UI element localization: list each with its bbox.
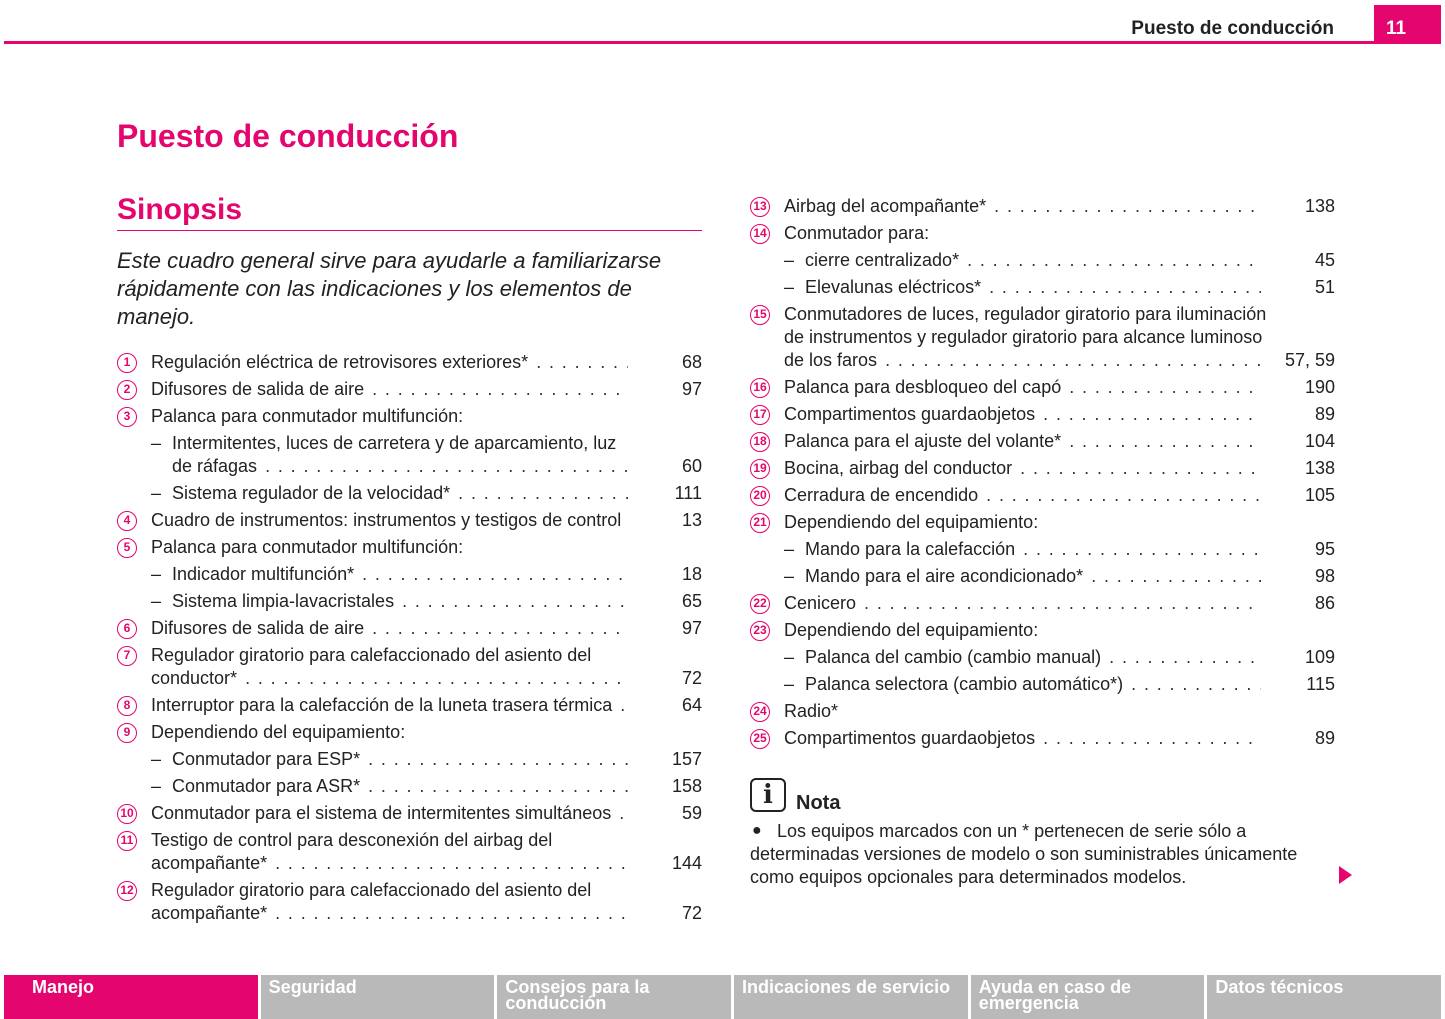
list-item bbox=[117, 536, 702, 559]
list-item bbox=[117, 617, 702, 640]
dash-marker: – bbox=[151, 749, 162, 769]
item-label: Radio* bbox=[784, 701, 839, 721]
page-reference[interactable]: 18 bbox=[681, 564, 702, 584]
item-label: Regulación eléctrica de retrovisores exteriores* bbox=[151, 352, 529, 372]
item-number-badge: 9 bbox=[117, 723, 137, 743]
sub-list-item bbox=[117, 432, 702, 478]
list-item bbox=[750, 619, 1335, 642]
footer-tab-4[interactable]: Indicaciones de servicio bbox=[734, 975, 968, 1019]
list-item bbox=[750, 430, 1335, 453]
item-label: Palanca del cambio (cambio manual) bbox=[805, 647, 1102, 667]
item-number-badge: 15 bbox=[750, 305, 770, 325]
leader-dots bbox=[362, 563, 628, 586]
item-body bbox=[151, 536, 702, 559]
item-row bbox=[172, 455, 702, 478]
item-row bbox=[151, 902, 702, 925]
item-body bbox=[784, 457, 1335, 480]
item-number-badge: 19 bbox=[750, 459, 770, 479]
leader-dots bbox=[885, 349, 1261, 372]
item-text-line: de instrumentos y regulador giratorio para alcance luminoso bbox=[784, 327, 1263, 347]
item-row bbox=[151, 802, 702, 825]
intro-paragraph: Este cuadro general sirve para ayudarle a familiarizarse rápidamente con las indicaciones y los elementos de manejo. bbox=[117, 248, 662, 329]
page-reference[interactable]: 190 bbox=[1304, 377, 1335, 397]
sub-list-item bbox=[750, 249, 1335, 272]
dash-marker: – bbox=[784, 250, 795, 270]
page-reference[interactable]: 157 bbox=[671, 749, 702, 769]
note-title: Nota bbox=[796, 792, 841, 814]
item-label: acompañante* bbox=[151, 903, 268, 923]
item-text-line: Intermitentes, luces de carretera y de aparcamiento, luz bbox=[172, 433, 617, 453]
item-body bbox=[784, 619, 1335, 642]
leader-dots bbox=[994, 195, 1261, 218]
overview-list-right bbox=[750, 195, 1335, 754]
page-reference[interactable]: 105 bbox=[1304, 485, 1335, 505]
list-item bbox=[117, 644, 702, 690]
item-text-line: Regulador giratorio para calefaccionado del asiento del bbox=[151, 645, 592, 665]
item-body bbox=[151, 405, 702, 428]
item-number-badge: 16 bbox=[750, 378, 770, 398]
sub-list-item bbox=[117, 563, 702, 586]
leader-dots bbox=[458, 482, 628, 505]
item-label: Airbag del acompañante* bbox=[784, 196, 987, 216]
item-label: Conmutador para el sistema de intermitentes simultáneos bbox=[151, 803, 612, 823]
leader-dots bbox=[1131, 673, 1261, 696]
item-row bbox=[784, 592, 1335, 615]
item-number-badge: 5 bbox=[117, 538, 137, 558]
page-reference[interactable]: 115 bbox=[1306, 674, 1335, 694]
item-row bbox=[805, 276, 1335, 299]
item-label: Interruptor para la calefacción de la luneta trasera térmica bbox=[151, 695, 613, 715]
sub-list-item bbox=[750, 646, 1335, 669]
item-row bbox=[151, 536, 702, 559]
item-number-badge: 7 bbox=[117, 646, 137, 666]
page-number: 11 bbox=[1374, 5, 1441, 43]
footer-tab-3[interactable]: Consejos para la conducción bbox=[497, 975, 731, 1019]
dash-marker: – bbox=[151, 564, 162, 584]
item-number-badge: 6 bbox=[117, 619, 137, 639]
page-reference[interactable]: 138 bbox=[1304, 196, 1335, 216]
dash-marker: – bbox=[784, 647, 795, 667]
page-reference[interactable]: 104 bbox=[1304, 431, 1335, 451]
list-item bbox=[117, 694, 702, 717]
list-item bbox=[750, 195, 1335, 218]
item-number-badge: 18 bbox=[750, 432, 770, 452]
item-body bbox=[151, 644, 702, 690]
page-reference[interactable]: 59 bbox=[681, 803, 702, 823]
item-body bbox=[151, 829, 702, 875]
item-gap bbox=[117, 925, 702, 929]
dash-marker: – bbox=[151, 776, 162, 796]
dash-marker: – bbox=[151, 591, 162, 611]
item-row bbox=[784, 619, 1335, 642]
item-row bbox=[784, 700, 1335, 723]
item-row bbox=[805, 249, 1335, 272]
item-body bbox=[151, 482, 702, 505]
item-row bbox=[151, 721, 702, 744]
item-label: Indicador multifunción* bbox=[172, 564, 355, 584]
leader-dots bbox=[1091, 565, 1261, 588]
item-row bbox=[784, 222, 1335, 245]
page-reference[interactable]: 45 bbox=[1314, 250, 1335, 270]
item-label: cierre centralizado* bbox=[805, 250, 960, 270]
leader-dots bbox=[368, 775, 628, 798]
list-item bbox=[750, 727, 1335, 750]
section-divider bbox=[117, 230, 702, 231]
item-body bbox=[784, 195, 1335, 218]
item-label: Palanca para conmutador multifunción: bbox=[151, 537, 464, 557]
item-body bbox=[784, 222, 1335, 245]
item-number-badge: 20 bbox=[750, 486, 770, 506]
item-number-badge: 12 bbox=[117, 881, 137, 901]
list-item bbox=[117, 721, 702, 744]
item-number-badge: 14 bbox=[750, 224, 770, 244]
sub-list-item bbox=[750, 565, 1335, 588]
item-text-line: Testigo de control para desconexión del airbag del bbox=[151, 830, 553, 850]
leader-dots bbox=[275, 902, 628, 925]
section-title: Sinopsis bbox=[117, 193, 243, 226]
dash-marker: – bbox=[784, 674, 795, 694]
sub-list-item bbox=[117, 482, 702, 505]
item-number-badge: 11 bbox=[117, 831, 137, 851]
item-label: Difusores de salida de aire bbox=[151, 618, 365, 638]
item-number-badge: 4 bbox=[117, 511, 137, 531]
leader-dots bbox=[372, 378, 628, 401]
item-row bbox=[151, 509, 702, 532]
item-label: Conmutador para ESP* bbox=[172, 749, 361, 769]
item-label: Elevalunas eléctricos* bbox=[805, 277, 982, 297]
item-body bbox=[151, 802, 702, 825]
item-label: Sistema regulador de la velocidad* bbox=[172, 483, 451, 503]
bullet-icon: ● bbox=[752, 822, 762, 839]
item-body bbox=[784, 376, 1335, 399]
item-label: Conmutador para ASR* bbox=[172, 776, 361, 796]
item-row bbox=[784, 727, 1335, 750]
dash-marker: – bbox=[784, 566, 795, 586]
item-row bbox=[151, 378, 702, 401]
item-number-badge: 17 bbox=[750, 405, 770, 425]
item-body bbox=[784, 303, 1335, 372]
leader-dots bbox=[989, 276, 1261, 299]
sub-list-item bbox=[117, 748, 702, 771]
list-item bbox=[750, 592, 1335, 615]
page-reference[interactable]: 72 bbox=[681, 903, 702, 923]
page-reference[interactable]: 144 bbox=[671, 853, 702, 873]
item-row bbox=[805, 565, 1335, 588]
item-body bbox=[784, 276, 1335, 299]
item-body bbox=[784, 511, 1335, 534]
page-reference[interactable]: 95 bbox=[1314, 539, 1335, 559]
page-reference[interactable]: 89 bbox=[1314, 404, 1335, 424]
item-label: Mando para la calefacción bbox=[805, 539, 1016, 559]
item-row bbox=[805, 673, 1335, 696]
footer-tab-2[interactable]: Seguridad bbox=[261, 975, 495, 1019]
leader-dots bbox=[536, 351, 628, 374]
item-row bbox=[784, 403, 1335, 426]
page-reference[interactable]: 86 bbox=[1314, 593, 1335, 613]
note-text: Los equipos marcados con un * pertenecen de serie sólo a determinadas versiones de modelo o son suministrables únicamente como equipos opcionales para determinados modelos. bbox=[750, 821, 1298, 887]
page-reference[interactable]: 13 bbox=[681, 510, 702, 530]
list-item bbox=[117, 509, 702, 532]
page-reference[interactable]: 158 bbox=[671, 776, 702, 796]
dash-marker: – bbox=[151, 433, 162, 453]
item-row bbox=[151, 405, 702, 428]
list-item bbox=[750, 457, 1335, 480]
item-row bbox=[784, 484, 1335, 507]
list-item bbox=[117, 879, 702, 925]
list-item bbox=[117, 378, 702, 401]
item-body bbox=[151, 590, 702, 613]
item-body bbox=[151, 432, 702, 478]
item-row bbox=[784, 195, 1335, 218]
sub-list-item bbox=[750, 538, 1335, 561]
page-reference[interactable]: 109 bbox=[1304, 647, 1335, 667]
page-reference[interactable]: 60 bbox=[681, 456, 702, 476]
item-row bbox=[172, 775, 702, 798]
footer-tab-5[interactable]: Ayuda en caso de emergencia bbox=[971, 975, 1205, 1019]
item-number-badge: 10 bbox=[117, 804, 137, 824]
item-number-badge: 25 bbox=[750, 729, 770, 749]
item-body bbox=[151, 378, 702, 401]
leader-dots bbox=[619, 802, 628, 825]
page-title: Puesto de conducción bbox=[117, 118, 459, 154]
item-label: de los faros bbox=[784, 350, 878, 370]
list-item bbox=[750, 511, 1335, 534]
item-label: Cenicero bbox=[784, 593, 857, 613]
item-body bbox=[151, 879, 702, 925]
item-gap bbox=[750, 750, 1335, 754]
item-text-line: Conmutadores de luces, regulador giratorio para iluminación bbox=[784, 304, 1267, 324]
list-item bbox=[750, 700, 1335, 723]
item-label: Bocina, airbag del conductor bbox=[784, 458, 1013, 478]
item-label: acompañante* bbox=[151, 853, 268, 873]
page-reference[interactable]: 97 bbox=[681, 379, 702, 399]
leader-dots bbox=[402, 590, 628, 613]
item-body bbox=[151, 775, 702, 798]
leader-dots bbox=[986, 484, 1261, 507]
page-reference[interactable]: 65 bbox=[681, 591, 702, 611]
item-body bbox=[784, 673, 1335, 696]
item-body bbox=[784, 538, 1335, 561]
item-row bbox=[151, 351, 702, 374]
item-label: Palanca selectora (cambio automático*) bbox=[805, 674, 1124, 694]
item-row bbox=[172, 590, 702, 613]
header-rule bbox=[4, 41, 1441, 44]
item-number-badge: 22 bbox=[750, 594, 770, 614]
item-row bbox=[784, 511, 1335, 534]
item-row bbox=[151, 694, 702, 717]
list-item bbox=[117, 351, 702, 374]
page-reference[interactable]: 98 bbox=[1314, 566, 1335, 586]
item-number-badge: 23 bbox=[750, 621, 770, 641]
item-body bbox=[784, 646, 1335, 669]
item-label: Difusores de salida de aire bbox=[151, 379, 365, 399]
list-item bbox=[750, 376, 1335, 399]
item-row bbox=[151, 667, 702, 690]
item-label: Cuadro de instrumentos: instrumentos y testigos de control bbox=[151, 510, 622, 530]
overview-list-left bbox=[117, 351, 702, 929]
item-body bbox=[151, 617, 702, 640]
item-label: Dependiendo del equipamiento: bbox=[784, 512, 1039, 532]
list-item bbox=[750, 484, 1335, 507]
footer-tab-6[interactable]: Datos técnicos bbox=[1207, 975, 1441, 1019]
leader-dots bbox=[1020, 457, 1261, 480]
item-number-badge: 8 bbox=[117, 696, 137, 716]
leader-dots bbox=[967, 249, 1261, 272]
leader-dots bbox=[1069, 376, 1261, 399]
item-body bbox=[784, 592, 1335, 615]
leader-dots bbox=[275, 852, 628, 875]
item-body bbox=[784, 430, 1335, 453]
item-label: Sistema limpia-lavacristales bbox=[172, 591, 395, 611]
list-item bbox=[750, 222, 1335, 245]
item-row bbox=[172, 482, 702, 505]
item-text-line: Regulador giratorio para calefaccionado del asiento del bbox=[151, 880, 592, 900]
item-row bbox=[151, 617, 702, 640]
item-row bbox=[784, 349, 1335, 372]
sub-list-item bbox=[117, 775, 702, 798]
item-label: conductor* bbox=[151, 668, 238, 688]
item-row bbox=[784, 430, 1335, 453]
item-row bbox=[784, 376, 1335, 399]
item-body bbox=[151, 721, 702, 744]
item-label: Palanca para el ajuste del volante* bbox=[784, 431, 1062, 451]
item-label: de ráfagas bbox=[172, 456, 258, 476]
leader-dots bbox=[372, 617, 628, 640]
page-reference[interactable]: 57, 59 bbox=[1284, 350, 1335, 370]
item-row bbox=[805, 646, 1335, 669]
item-label: Dependiendo del equipamiento: bbox=[151, 722, 406, 742]
next-page-arrow-icon[interactable] bbox=[1339, 866, 1352, 884]
page-reference[interactable]: 72 bbox=[681, 668, 702, 688]
item-label: Dependiendo del equipamiento: bbox=[784, 620, 1039, 640]
item-label: Compartimentos guardaobjetos bbox=[784, 404, 1036, 424]
sub-list-item bbox=[750, 276, 1335, 299]
leader-dots bbox=[368, 748, 628, 771]
page-reference[interactable]: 97 bbox=[681, 618, 702, 638]
list-item bbox=[750, 403, 1335, 426]
item-number-badge: 13 bbox=[750, 197, 770, 217]
leader-dots bbox=[265, 455, 628, 478]
dash-marker: – bbox=[784, 277, 795, 297]
item-label: Compartimentos guardaobjetos bbox=[784, 728, 1036, 748]
item-label: Cerradura de encendido bbox=[784, 485, 979, 505]
leader-dots bbox=[1043, 727, 1261, 750]
list-item bbox=[750, 303, 1335, 372]
item-row bbox=[151, 852, 702, 875]
leader-dots bbox=[864, 592, 1261, 615]
item-body bbox=[151, 694, 702, 717]
dash-marker: – bbox=[784, 539, 795, 559]
page-reference[interactable]: 138 bbox=[1304, 458, 1335, 478]
item-body bbox=[151, 509, 702, 532]
leader-dots bbox=[1023, 538, 1261, 561]
item-row bbox=[805, 538, 1335, 561]
item-body bbox=[784, 565, 1335, 588]
item-row bbox=[784, 457, 1335, 480]
page-reference[interactable]: 68 bbox=[681, 352, 702, 372]
item-body bbox=[151, 351, 702, 374]
item-label: Mando para el aire acondicionado* bbox=[805, 566, 1084, 586]
sub-list-item bbox=[117, 590, 702, 613]
page-reference[interactable]: 64 bbox=[681, 695, 702, 715]
item-number-badge: 24 bbox=[750, 702, 770, 722]
item-body bbox=[784, 727, 1335, 750]
info-icon: i bbox=[750, 778, 786, 812]
item-label: Conmutador para: bbox=[784, 223, 930, 243]
item-number-badge: 2 bbox=[117, 380, 137, 400]
item-label: Palanca para desbloqueo del capó bbox=[784, 377, 1062, 397]
leader-dots bbox=[1069, 430, 1261, 453]
page-reference[interactable]: 89 bbox=[1314, 728, 1335, 748]
dash-marker: – bbox=[151, 483, 162, 503]
item-body bbox=[784, 700, 1335, 723]
page-reference[interactable]: 111 bbox=[674, 483, 702, 503]
item-row bbox=[172, 563, 702, 586]
item-body bbox=[784, 249, 1335, 272]
item-number-badge: 3 bbox=[117, 407, 137, 427]
leader-dots bbox=[245, 667, 628, 690]
footer-tab-1[interactable]: Manejo bbox=[4, 975, 258, 1019]
sub-list-item bbox=[750, 673, 1335, 696]
item-body bbox=[784, 403, 1335, 426]
leader-dots bbox=[1043, 403, 1261, 426]
item-number-badge: 21 bbox=[750, 513, 770, 533]
page-reference[interactable]: 51 bbox=[1314, 277, 1335, 297]
list-item bbox=[117, 405, 702, 428]
item-body bbox=[151, 563, 702, 586]
leader-dots bbox=[620, 694, 628, 717]
list-item bbox=[117, 802, 702, 825]
section-nav bbox=[4, 975, 1441, 1019]
item-body bbox=[784, 484, 1335, 507]
leader-dots bbox=[1109, 646, 1261, 669]
item-row bbox=[172, 748, 702, 771]
list-item bbox=[117, 829, 702, 875]
running-header: Puesto de conducción bbox=[1131, 18, 1334, 39]
item-label: Palanca para conmutador multifunción: bbox=[151, 406, 464, 426]
item-number-badge: 1 bbox=[117, 353, 137, 373]
item-body bbox=[151, 748, 702, 771]
